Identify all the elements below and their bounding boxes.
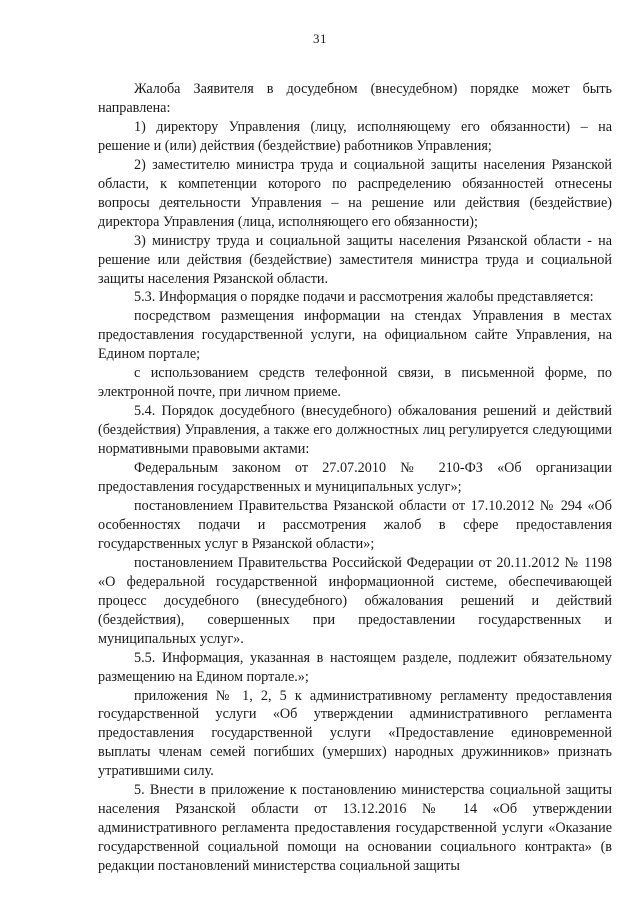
- paragraph-appendices-void: приложения № 1, 2, 5 к административному регламенту предоставления государственной услуги «Об утверждении административного регламента предоставления государственной услуги «Предоставление единовременной выплаты членам семей погибших (умерших) народных дружинников» признать утратившими силу.: [98, 687, 612, 780]
- paragraph-phone-mail: с использованием средств телефонной связи, в письменной форме, по электронной почте, при личном приеме.: [98, 365, 612, 401]
- paragraph-ryazan-resolution: постановлением Правительства Рязанской области от 17.10.2012 № 294 «Об особенностях подачи и рассмотрения жалоб в сфере предоставления государственных услуг в Рязанской области»;: [98, 497, 612, 552]
- paragraph-section-5-5: 5.5. Информация, указанная в настоящем разделе, подлежит обязательному размещению на Едином портале.»;: [98, 649, 612, 685]
- document-body: [98, 80, 612, 876]
- paragraph-item-5-amend: 5. Внести в приложение к постановлению министерства социальной защиты населения Рязанской области от 13.12.2016 № 14 «Об утверждении административного регламента предоставления государственной услуги «Оказание государственной социальной помощи на основании социального контракта» (в редакции постановлений министерства социальной защиты: [98, 782, 612, 875]
- paragraph-stands-info: посредством размещения информации на стендах Управления в местах предоставления государственной услуги, на официальном сайте Управления, на Едином портале;: [98, 308, 612, 363]
- paragraph-rf-resolution: постановлением Правительства Российской Федерации от 20.11.2012 № 1198 «О федеральной государственной информационной системе, обеспечивающей процесс досудебного (внесудебного) обжалования решений и действий (бездействия), совершенных при предоставлении государственных и муниципальных услуг».: [98, 554, 612, 647]
- paragraph-section-5-3: 5.3. Информация о порядке подачи и рассмотрения жалобы представляется:: [134, 289, 594, 306]
- paragraph-item-1-director: 1) директору Управления (лицу, исполняющему его обязанности) – на решение и (или) действия (бездействие) работников Управления;: [98, 118, 612, 154]
- paragraph-item-2-deputy-minister: 2) заместителю министра труда и социальной защиты населения Рязанской области, к компетенции которого по распределению обязанностей отнесены вопросы деятельности Управления – на решение или действия (бездействие) директора Управления (лица, исполняющего его обязанности);: [98, 156, 612, 230]
- page-number: 31: [313, 31, 327, 46]
- paragraph-complaint-intro: Жалоба Заявителя в досудебном (внесудебном) порядке может быть направлена:: [98, 81, 612, 116]
- paragraph-item-3-minister: 3) министру труда и социальной защиты населения Рязанской области - на решение или действия (бездействие) заместителя министра труда и социальной защиты населения Рязанской области.: [98, 232, 612, 287]
- paragraph-section-5-4: 5.4. Порядок досудебного (внесудебного) обжалования решений и действий (бездействия) Управления, а также его должностных лиц регулируется следующими нормативными правовыми актами:: [98, 403, 612, 458]
- paragraph-federal-law: Федеральным законом от 27.07.2010 № 210-ФЗ «Об организации предоставления государственных и муниципальных услуг»;: [98, 460, 612, 496]
